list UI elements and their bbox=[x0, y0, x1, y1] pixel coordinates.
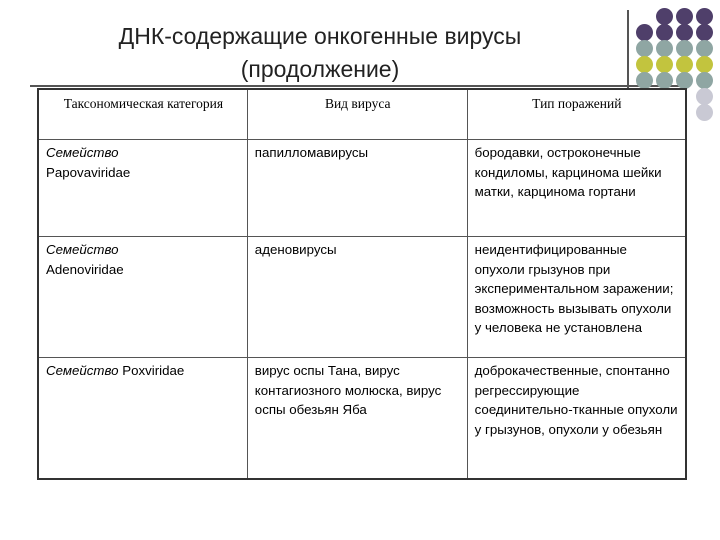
decorative-dot bbox=[656, 56, 673, 73]
cell-virus: вирус оспы Тана, вирус контагиозного молюска, вирус оспы обезьян Яба bbox=[247, 358, 467, 479]
family-prefix: Семейство bbox=[46, 363, 119, 378]
decorative-dot bbox=[696, 88, 713, 105]
cell-lesion: бородавки, остроконечные кондиломы, карцинома шейки матки, карцинома гортани bbox=[467, 140, 686, 237]
cell-virus: папилломавирусы bbox=[247, 140, 467, 237]
table-row bbox=[38, 358, 686, 479]
decorative-dot bbox=[676, 72, 693, 89]
cell-family bbox=[38, 237, 247, 358]
decorative-dot bbox=[676, 8, 693, 25]
family-prefix: Семейство bbox=[46, 145, 119, 160]
cell-virus: аденовирусы bbox=[247, 237, 467, 358]
header-virus-species: Вид вируса bbox=[247, 89, 467, 140]
table-header-row bbox=[38, 89, 686, 140]
decorative-dot bbox=[676, 24, 693, 41]
decorative-dot bbox=[656, 8, 673, 25]
decorative-dot bbox=[636, 24, 653, 41]
decorative-dot bbox=[696, 104, 713, 121]
slide-title-line-2: (продолжение) bbox=[240, 56, 400, 82]
decorative-dot bbox=[696, 8, 713, 25]
decorative-dot bbox=[676, 40, 693, 57]
family-name: Poxviridae bbox=[122, 363, 185, 378]
decorative-dot bbox=[656, 40, 673, 57]
decorative-dot bbox=[696, 24, 713, 41]
decorative-dot bbox=[696, 72, 713, 89]
cell-lesion: неидентифицированные опухоли грызунов при экспериментальном заражении; возможность вызывать опухоли у человека не установлена bbox=[467, 237, 686, 358]
cell-family bbox=[38, 358, 247, 479]
oncogenic-virus-table bbox=[37, 88, 687, 480]
header-taxonomic-category: Таксономическая категория bbox=[38, 89, 247, 140]
table-row bbox=[38, 140, 686, 237]
decorative-dot bbox=[696, 40, 713, 57]
cell-family bbox=[38, 140, 247, 237]
family-name: Adenoviridae bbox=[46, 261, 124, 277]
decorative-dot bbox=[696, 56, 713, 73]
decorative-dot bbox=[636, 56, 653, 73]
table-row bbox=[38, 237, 686, 358]
family-name: Papovaviridae bbox=[46, 164, 131, 180]
decorative-dot bbox=[656, 24, 673, 41]
decorative-horizontal-line bbox=[30, 85, 690, 87]
cell-lesion: доброкачественные, спонтанно регрессирующие соединительно-тканные опухоли у грызунов, опухоли у обезьян bbox=[467, 358, 686, 479]
decorative-dot bbox=[636, 40, 653, 57]
family-prefix: Семейство bbox=[46, 242, 119, 257]
slide-title-line-1: ДНК-содержащие онкогенные вирусы bbox=[118, 23, 522, 49]
slide-title bbox=[40, 20, 600, 86]
decorative-dot bbox=[636, 72, 653, 89]
header-lesion-type: Тип поражений bbox=[467, 89, 686, 140]
decorative-dot bbox=[656, 72, 673, 89]
decorative-dot bbox=[676, 56, 693, 73]
